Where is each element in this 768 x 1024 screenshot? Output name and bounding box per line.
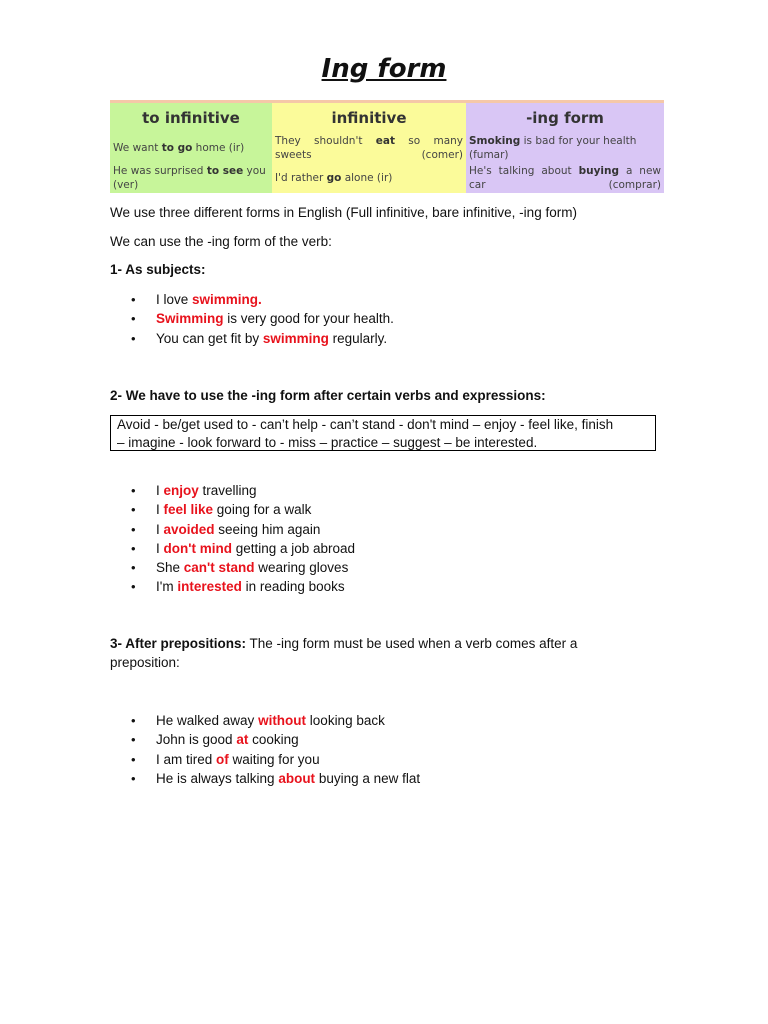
table-header-infinitive: infinitive [272, 102, 466, 134]
bullet-icon: • [131, 579, 136, 595]
bullet-icon: • [131, 330, 136, 346]
list-item: • I love swimming. [131, 292, 262, 307]
bullet-icon: • [131, 770, 136, 786]
subjects-list [110, 290, 394, 348]
intro-paragraph: We can use the -ing form of the verb: [110, 234, 332, 249]
bullet-icon: • [131, 311, 136, 327]
list-item: • He is always talking about buying a new flat [131, 770, 421, 786]
list-item: • John is good at cooking [131, 732, 299, 748]
table-row [110, 133, 664, 163]
section3-paragraph: 3- After prepositions: The -ing form must be used when a verb comes after a preposition: [110, 636, 578, 670]
verb-forms-table [110, 100, 664, 193]
list-item: • I am tired of waiting for you [131, 751, 320, 767]
intro-paragraph: We use three different forms in English (Full infinitive, bare infinitive, -ing form) [110, 205, 577, 220]
bullet-icon: • [131, 540, 136, 556]
box-line: – imagine - look forward to - miss – practice – suggest – be interested. [117, 435, 538, 450]
section-heading: 2- We have to use the -ing form after certain verbs and expressions: [110, 388, 546, 403]
list-item: • I feel like going for a walk [131, 502, 312, 518]
page-title: Ing form [321, 54, 447, 84]
prepositions-list [110, 711, 420, 788]
list-item: • I don't mind getting a job abroad [131, 540, 356, 556]
box-line: Avoid - be/get used to - can’t help - can’t stand - don't mind – enjoy - feel like, finish [117, 417, 614, 432]
list-item: • I enjoy travelling [131, 483, 257, 498]
section-heading: 1- As subjects: [110, 262, 206, 277]
verbs-box [110, 415, 656, 451]
list-item: • He walked away without looking back [131, 713, 385, 728]
section-heading: 3- After prepositions: [110, 636, 247, 651]
bullet-icon: • [131, 732, 136, 748]
list-item: • Swimming is very good for your health. [131, 311, 394, 327]
table-cell: Smoking is bad for your health (fumar) [466, 133, 664, 163]
bullet-icon: • [131, 292, 136, 307]
bullet-icon: • [131, 751, 136, 767]
table-header-ing-form: -ing form [466, 102, 664, 134]
bullet-icon: • [131, 483, 136, 498]
bullet-icon: • [131, 560, 136, 576]
table-header-to-infinitive: to infinitive [110, 102, 272, 134]
list-item: • She can't stand wearing gloves [131, 560, 349, 576]
table-cell: They shouldn't eat so many sweets (comer) [272, 133, 466, 163]
list-item: • You can get fit by swimming regularly. [131, 330, 388, 346]
table-row [110, 163, 664, 193]
table-cell: We want to go home (ir) [110, 133, 272, 163]
bullet-icon: • [131, 502, 136, 518]
bullet-icon: • [131, 521, 136, 537]
bullet-icon: • [131, 713, 136, 728]
table-cell: He's talking about buying a new car (comprar) [466, 163, 664, 193]
table-cell: I'd rather go alone (ir) [272, 163, 466, 193]
list-item: • I'm interested in reading books [131, 579, 345, 595]
list-item: • I avoided seeing him again [131, 521, 321, 537]
table-cell: He was surprised to see you (ver) [110, 163, 272, 193]
verbs-list [110, 481, 355, 597]
